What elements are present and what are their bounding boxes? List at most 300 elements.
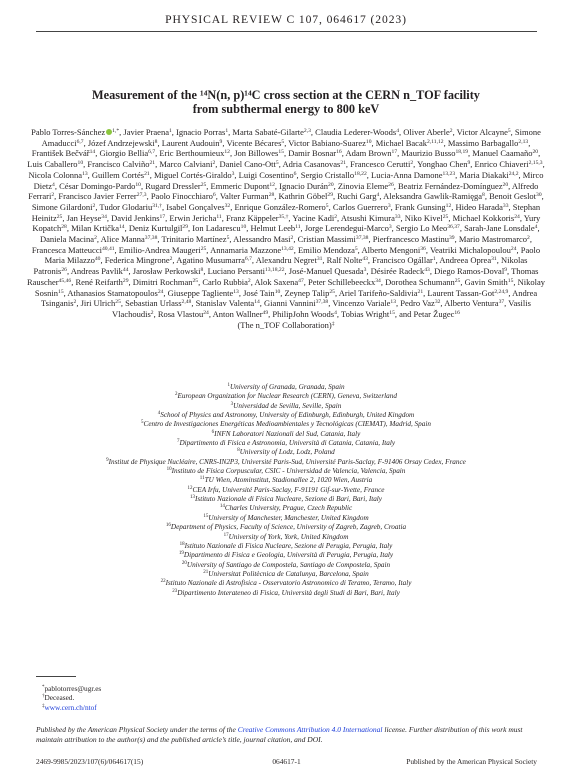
author-affiliation-marks: 18,19 [455,149,469,156]
author-name: Alberto Mengoni [361,244,421,255]
author-name: Daniel Cano-Ott [219,159,276,170]
affiliation [26,589,546,598]
author [305,223,392,233]
author [234,148,284,158]
affiliation [26,467,546,476]
author-name: Dorothea Schumann [385,276,455,287]
author-name: Emmeric Dupont [210,180,270,191]
author-affiliation-marks: 24 [510,245,517,252]
author [58,191,146,201]
author-name: Alice Manna [100,234,145,245]
author-name: Andreea Oprea [439,255,492,266]
author-name: Simone Amaducci [41,127,541,148]
author-affiliation-marks: 1 [168,128,172,134]
author-name: Alexandru Negret [255,255,317,266]
author-affiliation-marks: 2 [410,160,414,167]
author [489,191,542,201]
author-name: Rugard Dressler [145,180,201,191]
affiliation-number: 7 [176,439,180,445]
author-name: René Reifarth [75,276,123,287]
author [371,266,430,276]
author [166,202,230,212]
author-name: Aleksandra Gawlik-Ramięga [383,191,483,202]
author-affiliation-marks: 2,3 [303,128,311,134]
collaboration-name: (The n_TOF Collaboration) [237,319,332,330]
author-affiliation-marks: 33 [502,202,509,209]
author [350,159,413,169]
journal-header: PHYSICAL REVIEW C 107, 064617 (2023) [165,13,407,26]
author-name: José Tain [243,287,275,298]
author [272,309,337,319]
author [219,159,278,169]
author [444,298,504,308]
author [151,191,216,201]
author [403,127,452,137]
author-affiliation-marks: 37,38 [144,235,158,242]
author-affiliation-marks: 27,3 [136,192,147,199]
author [251,223,301,233]
author-name: Jiri Ulrich [80,298,116,309]
author [129,223,188,233]
author-name: Annamaria Mazzone [210,244,282,255]
author-affiliation-marks: 10 [135,181,141,188]
author-affiliation-marks: 25 [454,277,461,284]
author [196,298,260,308]
author-name: Michael Bacak [375,137,427,148]
author-name: Dimitri Rochman [132,276,193,287]
author-name: Carlo Rubbia [202,276,248,287]
author-name: Zeynep Talip [284,287,330,298]
author-affiliation-marks: 30 [536,192,542,199]
author-name: Francesco Cerutti [350,159,411,170]
author [339,288,423,298]
author [32,245,115,255]
author-name: Miguel Cortés-Giraldo [153,169,232,180]
author [87,159,155,169]
affiliation-number: 15 [203,513,209,519]
affiliation-number: 13 [190,495,195,501]
author-affiliation-marks: 14 [254,299,260,306]
author-name: Rosa Vlastou [157,308,204,319]
author-affiliation-marks: 43 [424,267,430,274]
author-affiliation-marks: 13,23 [442,170,456,177]
author-affiliation-marks: 31 [316,256,323,263]
author [159,148,230,158]
author-affiliation-marks: 9 [504,267,507,274]
author-name: Vicente Bécares [226,137,282,148]
author-name: Massimo Barbagallo [447,137,519,148]
author [430,245,517,255]
author-affiliation-marks: 45,46 [58,277,72,284]
author [176,127,228,137]
footnote-mark: * [42,685,45,690]
affiliation-number: 23 [172,588,178,594]
author-affiliation-marks: 2 [449,128,453,134]
author [40,234,97,244]
author-affiliation-marks: 1 [432,256,436,263]
affiliation [26,495,546,504]
author [341,213,401,223]
license-text-2: license. Further distribution of this work must maintain attribution to the author(s) and the published article’s title, journal citation, and DOI. [36,725,523,744]
affiliation [26,514,546,523]
author-affiliation-marks: 25 [192,277,199,284]
author-affiliation-marks: 13,18,22 [264,267,285,274]
affiliation [26,402,546,411]
author-name: Gianni Vannini [264,298,316,309]
author [211,181,275,191]
author [288,148,342,158]
author-name: Enrico Chiaveri [474,159,529,170]
author [159,159,215,169]
author-affiliation-marks: 10 [365,138,372,145]
affiliation-text: Universidad de Sevilla, Seville, Spain [233,401,342,410]
author [234,202,328,212]
author-name: Alberto Ventura [444,298,499,309]
author-affiliation-marks: 11 [295,224,301,231]
author-affiliation-marks: 17 [391,149,398,156]
affiliation [26,570,546,579]
title-line-2: from subthermal energy to 800 keV [192,102,380,116]
affiliation-text: Istituto Nazionale di Fisica Nucleare, Sezione di Bari, Bari, Italy [195,495,382,504]
author [168,288,239,298]
footnote-mark: ‡ [42,703,45,709]
author-affiliation-marks: 36 [420,245,426,252]
author-name: Luciano Persanti [207,266,265,277]
affiliation-text: CEA Irfu, Université Paris-Saclay, F-91191 Gif-sur-Yvette, France [192,485,385,494]
author-affiliation-marks: 26 [61,267,67,274]
author-name: Nikolay Sosnin [34,276,546,298]
author [111,213,165,223]
author-name: Erwin Jericha [169,212,217,223]
header-rule [36,31,537,32]
author [28,170,87,180]
author [315,127,399,137]
affiliation-text: Dipartimento di Fisica e Astronomia, Università di Catania, Catania, Italy [179,439,396,448]
affiliation-number: 8 [237,448,240,454]
author-affiliation-marks: 21 [340,160,346,167]
affiliation [26,533,546,542]
affiliation [26,486,546,495]
author [333,202,391,212]
author-name: Oliver Aberle [403,127,450,137]
author-affiliation-marks: 21 [149,160,156,167]
author-affiliation-marks: 24 [514,213,520,220]
author-name: Agatino Musumarra [176,255,245,266]
author-affiliation-marks: 4 [396,128,400,134]
author-affiliation-marks: 25 [200,245,207,252]
author-name: Pablo Torres-Sánchez [31,127,106,137]
author [448,138,528,148]
affiliation-number: 9 [106,457,109,463]
affiliation-text: University of Manchester, Manchester, United Kingdom [208,513,369,522]
author [59,181,141,191]
author [282,159,345,169]
author [414,309,460,319]
author-affiliation-marks: 47 [298,277,304,284]
affiliation-number: 12 [187,485,193,491]
author-name: Carlos Guerrero [332,201,388,212]
author-name: Sebastian Urlass [125,298,182,309]
affiliation-text: Instituto de Física Corpuscular, CSIC - Universidad de Valencia, Valencia, Spain [171,467,406,476]
author-name: César Domingo-Pardo [59,180,136,191]
author [472,148,538,158]
author-affiliation-marks: 14 [118,224,125,231]
author-name: Adria Casanovas [282,159,341,170]
author [99,148,155,158]
author-name: Helmut Leeb [250,223,296,234]
affiliation-number: 19 [178,551,184,557]
affiliation-number: 4 [157,411,161,417]
affiliation-text: European Organization for Nuclear Research (CERN), Geneva, Switzerland [177,392,397,401]
author-affiliation-marks: 16 [336,149,342,156]
author-name: Hideo Harada [455,201,503,212]
author [405,213,449,223]
author [254,277,303,287]
author-affiliation-marks: 36,37 [447,224,460,231]
author [337,191,379,201]
author-affiliation-marks: 15 [278,149,284,156]
affiliation-number: 5 [141,420,144,426]
author-name: David Jenkins [111,212,160,223]
author-affiliation-marks: 2 [527,235,530,242]
affiliation [26,542,546,551]
author-name: Anton Wallner [212,308,263,319]
author-affiliation-marks: 4 [534,224,538,231]
author-name: Damir Bosnar [288,148,337,159]
author-name: Józef Andrzejewski [87,137,155,148]
author-affiliation-marks: 24 [203,309,209,316]
author-affiliation-marks: 26 [388,181,394,188]
author-affiliation-marks: 24 [157,288,164,295]
author-name: Ralf Nolte [326,255,363,266]
author-affiliation-marks: 39 [448,235,455,242]
author-name: Andrea Tsinganis [41,287,538,309]
author-affiliation-marks: 10 [274,288,281,295]
author-affiliation-marks: 2,15,3 [528,160,543,167]
author-affiliation-marks: 13 [390,299,397,306]
author-list: Pablo Torres-Sánchez $^{1,*}$, Javier Praena$^1$, Ignacio Porras$^1$, Marta Sabaté-Gilarte$^{2,3}$, Claudia Lederer-Woods$^4$, Oliver Aberle$^2$, Victor Alcayne$^5$, Simone Amaducci$^{6,7}$, Józef Andrzejewski$^8$, Laurent Audouin$^9$, Vicente Bécares$^5$, Victor Babiano-Suarez$^{10}$, Michael Bacak$^{2,11,12}$, Massimo Barbagallo$^{2,13}$, František Bečvář$^{14}$, Giorgio Bellia$^{6,7}$, Eric Berthoumieux$^{12}$, Jon Billowes$^{15}$, Damir Bosnar$^{16}$, Adam Brown$^{17}$, Maurizio Busso$^{18,19}$, Manuel Caamaño$^{20}$, Luis Caballero$^{10}$, Francisco Calviño$^{21}$, Marco Calviani$^2$, Daniel Cano-Ott$^5$, Adria Casanovas$^{21}$, Francesco Cerutti$^2$, Yonghao Chen$^9$, Enrico Chiaveri$^{2,15,3}$, Nicola Colonna$^{13}$, Guillem Cortés$^{21}$, Miguel Cortés-Giraldo$^3$, Luigi Cosentino$^6$, Sergio Cristallo$^{18,22}$, Lucia-Anna Damone$^{13,23}$, Maria Diakaki$^{24,2}$, Mirco Dietz$^4$, César Domingo-Pardo$^{10}$, Rugard Dressler$^{25}$, Emmeric Dupont$^{12}$, Ignacio Durán$^{20}$, Zinovia Eleme$^{26}$, Beatriz Fernández-Domínguez$^{20}$, Alfredo Ferrari$^2$, Francisco Javier Ferrer$^{27,3}$, Paolo Finocchiaro$^6$, Valter Furman$^{28}$, Kathrin Göbel$^{29}$, Ruchi Garg$^4$, Aleksandra Gawlik-Ramięga$^8$, Benoit Geslot$^{30}$, Simone Gilardoni$^2$, Tudor Glodariu$^{31,\dagger}$, Isabel Gonçalves$^{32}$, Enrique González-Romero$^5$, Carlos Guerrero$^3$, Frank Gunsing$^{12}$, Hideo Harada$^{33}$, Stephan Heinitz$^{25}$, Jan Heyse$^{34}$, David Jenkins$^{17}$, Erwin Jericha$^{11}$, Franz Käppeler$^{35,\dagger}$, Yacine Kadi$^2$, Atsushi Kimura$^{33}$, Niko Kivel$^{25}$, Michael Kokkoris$^{24}$, Yury Kopatch$^{28}$, Milan Krtička$^{14}$, Deniz Kurtulgil$^{29}$, Ion Ladarescu$^{10}$, Helmut Leeb$^{11}$, Jorge Lerendegui-Marco$^3$, Sergio Lo Meo$^{36,37}$, Sarah-Jane Lonsdale$^4$, Daniela Macina$^2$, Alice Manna$^{37,38}$, Trinitario Martínez$^5$, Alessandro Masi$^2$, Cristian Massimi$^{37,38}$, Pierfrancesco Mastinu$^{39}$, Mario Mastromarco$^2$, Francesca Matteucci$^{40,41}$, Emilio-Andrea Maugeri$^{25}$, Annamaria Mazzone$^{13,42}$, Emilio Mendoza$^5$, Alberto Mengoni$^{36}$, Veatriki Michalopoulou$^{24}$, Paolo Maria Milazzo$^{40}$, Federica Mingrone$^2$, Agatino Musumarra$^{6,7}$, Alexandru Negret$^{31}$, Ralf Nolte$^{43}$, Francisco Ogállar$^1$, Andreea Oprea$^{31}$, Nikolas Patronis$^{26}$, Andreas Pavlik$^{44}$, Jarosław Perkowski$^8$, Luciano Persanti$^{13,18,22}$, José-Manuel Quesada$^3$, Désirée Radeck$^{43}$, Diego Ramos-Doval$^9$, Thomas Rauscher$^{45,46}$, René Reifarth$^{29}$, Dimitri Rochman$^{25}$, Carlo Rubbia$^2$, Alok Saxena$^{47}$, Peter Schillebeeckx$^{34}$, Dorothea Schumann$^{25}$, Gavin Smith$^{15}$, Nikolay Sosnin$^{15}$, Athanasios Stamatopoulos$^{24}$, Giuseppe Tagliente$^{13}$, José Tain$^{10}$, Zeynep Talip$^{25}$, Ariel Tarifeño-Saldivia$^{21}$, Laurent Tassan-Got$^{2,24,9}$, Andrea Tsinganis$^2$, Jiri Ulrich$^{25}$, Sebastian Urlass$^{2,48}$, Stanislav Valenta$^{14}$, Gianni Vannini$^{37,38}$, Vincenzo Variale$^{13}$, Pedro Vaz$^{32}$, Alberto Ventura$^{37}$, Vasilis Vlachoudis$^2$, Rosa Vlastou$^{24}$, Anton Wallner$^{49}$, PhilipJohn Woods$^4$, Tobias Wright$^{15}$, and Petar Žugec$^{16}$ (The n_TOF Collaboration)‡ [26,127,546,330]
author-affiliation-marks: 20 [532,149,539,156]
affiliation-text: University of York, York, United Kingdom [228,532,349,541]
author-name: Jorge Lerendegui-Marco [304,223,389,234]
author-affiliation-marks: 13,42 [281,245,294,252]
author-name: Deniz Kurtulgil [128,223,183,234]
affiliation-number: 11 [199,476,205,482]
author [292,213,337,223]
author [439,255,496,265]
affiliation [26,420,546,429]
author-name: Laurent Tassan-Got [427,287,495,298]
author-name: Pedro Vaz [400,298,435,309]
author-name: Giorgio Bellia [99,148,149,159]
author [475,159,543,169]
author-affiliation-marks: 25 [200,181,207,188]
footer-issn: 2469-9985/2023/107(6)/064617(15) [36,757,144,766]
author [279,191,333,201]
author-name: Javier Praena [123,127,169,137]
author [427,288,508,298]
author-affiliation-marks: 12 [269,181,275,188]
author [459,170,518,180]
author-affiliation-marks: 1,* [112,128,120,134]
author [239,170,297,180]
author-affiliation-marks: 12 [445,202,452,209]
author [256,255,323,265]
author-name: Marco Calviani [159,159,213,170]
author-name: Pierfrancesco Mastinu [372,234,449,245]
author [396,223,460,233]
author-name: Victor Babiano-Suarez [288,137,366,148]
author-name: Enrique González-Romero [234,201,326,212]
author-name: Stanislav Valenta [195,298,255,309]
author-affiliation-marks: 2 [169,256,173,263]
author [99,202,162,212]
author-name: Luis Caballero [27,159,78,170]
author [401,148,468,158]
author-affiliation-marks: 32 [434,299,441,306]
author-name: Yonghao Chen [417,159,468,170]
author [264,298,328,308]
author-affiliation-marks: 5 [325,202,329,209]
author-affiliation-marks: 43 [362,256,368,263]
affiliation-number: 6 [211,429,215,435]
affiliation-number: 21 [203,569,209,575]
author-affiliation-marks: 29 [182,224,189,231]
author-name: Ignacio Durán [279,180,329,191]
author-name: Benoit Geslot [489,191,537,202]
affiliation [26,383,546,392]
author-affiliation-marks: 11 [216,213,222,220]
author-name: Federica Mingrone [104,255,170,266]
author [92,170,150,180]
footer-publisher: Published by the American Physical Society [406,757,537,766]
author [233,234,293,244]
author [154,170,234,180]
author-affiliation-marks: 10 [77,160,84,167]
author-name: Isabel Gonçalves [166,201,225,212]
author-affiliation-marks: 37 [498,299,505,306]
author-affiliation-marks: 2 [247,277,251,284]
author-name: Athanasios Stamatopoulos [67,287,158,298]
author-name: Francisco Javier Ferrer [58,191,137,202]
author [67,288,163,298]
footnote-mark: † [42,694,45,700]
author-name: Andreas Pavlik [70,266,123,277]
affiliation [26,439,546,448]
author-name: Sergio Lo Meo [395,223,448,234]
affiliation-text: Centro de Investigaciones Energéticas Medioambientales y Tecnológicas (CIEMAT), Madrid, Spain [143,420,431,429]
author [32,148,95,158]
author-affiliation-marks: 3 [363,267,367,274]
author-name: Sergio Cristallo [300,169,355,180]
author-affiliation-marks: 2 [51,192,55,199]
author-name: Maurizio Busso [401,148,456,159]
author-affiliation-marks: 8 [154,138,158,145]
author [361,245,425,255]
affiliation-number: 18 [179,541,185,547]
author-affiliation-marks: 31 [491,256,497,263]
author-affiliation-marks: 2,48 [181,299,192,306]
author-affiliation-marks: 24,2 [508,170,519,177]
author [133,277,198,287]
author [434,266,507,276]
author-name: Emilio Mendoza [297,244,355,255]
footnotes [42,684,101,712]
author-affiliation-marks: 5 [275,160,279,167]
author-affiliation-marks: 3 [387,202,391,209]
author-name: Kathrin Göbel [278,191,328,202]
affiliation-text: Dipartimento di Fisica e Geologia, Università di Perugia, Perugia, Italy [183,551,394,560]
author-affiliation-marks: 3 [388,224,392,231]
affiliation-text: Department of Physics, Faculty of Science, University of Zagreb, Zagreb, Croatia [170,523,407,532]
author-affiliation-marks: 15 [507,277,514,284]
author [71,223,125,233]
affiliation-number: 20 [181,560,187,566]
author-name: Lucia-Anna Damone [371,169,443,180]
author-affiliation-marks: 2 [290,235,294,242]
author-name: Giuseppe Tagliente [167,287,234,298]
author [169,213,221,223]
author [345,148,397,158]
author-affiliation-marks: 3 [231,170,235,177]
license-link[interactable]: Creative Commons Attribution 4.0 International [237,725,383,734]
author [464,223,537,233]
author [105,255,173,265]
author-affiliation-marks: 9 [467,160,471,167]
author-name: Guillem Cortés [91,169,145,180]
author-affiliation-marks: 4 [376,192,380,199]
author [398,181,508,191]
affiliation-text: University of Santiago de Compostela, Santiago de Compostela, Spain [186,560,391,569]
author-name: Francisco Calviño [87,159,150,170]
license-text-1: Published by the American Physical Society under the terms of the [36,725,238,734]
affiliation-number: 17 [223,532,229,538]
author-affiliation-marks: 33 [394,213,401,220]
author [327,255,368,265]
affiliation-text: University of Lodz, Lodz, Poland [239,448,335,457]
author [417,159,470,169]
author-affiliation-marks: 20 [328,181,334,188]
author-affiliation-marks: 10 [240,224,247,231]
author [220,191,274,201]
footnote-link[interactable]: www.cern.ch/ntof [44,702,97,712]
affiliation [26,430,546,439]
author-affiliation-marks: 2,11,12 [426,138,444,145]
author-affiliation-marks: 25 [115,299,121,306]
author-affiliation-marks: 2 [334,213,338,220]
author-affiliation-marks: 49 [262,309,269,316]
footnote [42,693,101,702]
author-name: Alok Saxena [254,276,299,287]
author [372,255,435,265]
author-name: Paolo Maria Milazzo [44,244,541,266]
footnote [42,703,101,712]
author [289,266,367,276]
author-affiliation-marks: 40 [94,256,101,263]
author [75,277,128,287]
footnote-text: Deceased. [44,693,75,703]
author-name: František Bečvář [31,148,90,159]
author [123,127,171,137]
author-name: Jan Heyse [66,212,102,223]
author [208,266,285,276]
author [285,288,335,298]
author-affiliation-marks: 1 [225,128,229,134]
author [226,138,284,148]
affiliation-text: Charles University, Prague, Czech Republic [224,504,353,513]
affiliation-number: 22 [160,579,166,585]
affiliation [26,561,546,570]
